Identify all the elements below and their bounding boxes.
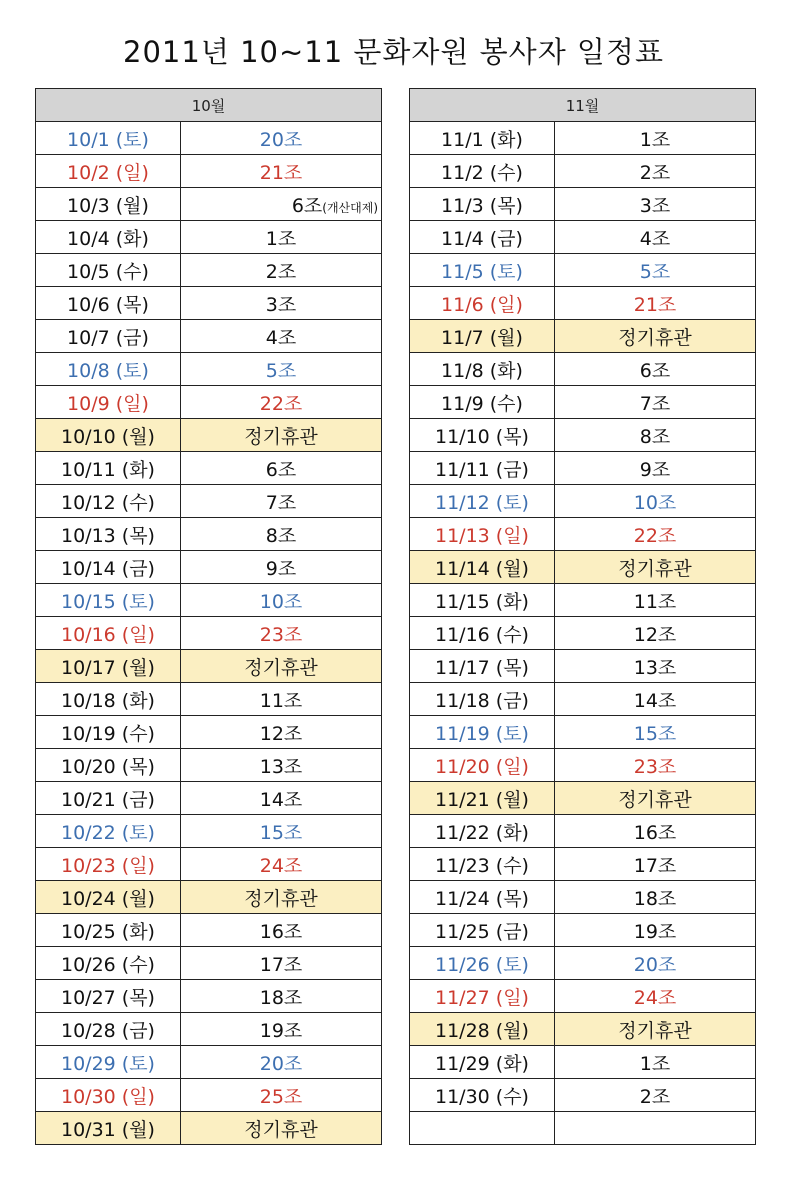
table-row (36, 551, 382, 584)
table-row (410, 881, 756, 914)
team-label: 4조 (265, 326, 297, 349)
team-cell (181, 947, 382, 980)
team-label: 13조 (633, 656, 677, 679)
team-cell (181, 815, 382, 848)
team-label: 2조 (639, 1085, 671, 1108)
team-cell (555, 254, 756, 287)
team-cell (555, 485, 756, 518)
date-cell: 11/1 (화) (410, 122, 555, 155)
team-cell (181, 254, 382, 287)
date-cell: 11/11 (금) (410, 452, 555, 485)
date-cell: 10/23 (일) (36, 848, 181, 881)
date-cell: 11/15 (화) (410, 584, 555, 617)
date-cell: 11/13 (일) (410, 518, 555, 551)
team-cell (555, 782, 756, 815)
team-cell (181, 650, 382, 683)
date-cell: 11/20 (일) (410, 749, 555, 782)
table-row (36, 419, 382, 452)
table-row (36, 1013, 382, 1046)
team-label: 1조 (639, 128, 671, 151)
team-cell (555, 386, 756, 419)
team-cell (181, 485, 382, 518)
table-row (410, 980, 756, 1013)
date-cell: 11/24 (목) (410, 881, 555, 914)
table-row (36, 485, 382, 518)
team-label: 16조 (259, 920, 303, 943)
date-cell: 11/4 (금) (410, 221, 555, 254)
date-cell: 11/26 (토) (410, 947, 555, 980)
date-cell: 10/20 (목) (36, 749, 181, 782)
team-cell (181, 1013, 382, 1046)
november-schedule-table (409, 88, 756, 1145)
date-cell: 10/1 (토) (36, 122, 181, 155)
date-cell: 11/2 (수) (410, 155, 555, 188)
team-label: 18조 (259, 986, 303, 1009)
table-row (410, 1013, 756, 1046)
team-label: 18조 (633, 887, 677, 910)
team-cell (555, 353, 756, 386)
date-cell: 11/9 (수) (410, 386, 555, 419)
team-label: 정기휴관 (244, 656, 318, 679)
team-label: 15조 (633, 722, 677, 745)
table-row (410, 452, 756, 485)
team-cell (181, 551, 382, 584)
october-schedule-table (35, 88, 382, 1145)
team-label: 5조 (639, 260, 671, 283)
table-row (36, 518, 382, 551)
team-label: 14조 (259, 788, 303, 811)
table-row (410, 650, 756, 683)
date-cell: 10/27 (목) (36, 980, 181, 1013)
team-cell (181, 386, 382, 419)
team-label: 1조 (265, 227, 297, 250)
team-label: 10조 (633, 491, 677, 514)
team-label: 6조 (291, 194, 323, 217)
table-row (410, 584, 756, 617)
october-rows (36, 122, 382, 1145)
table-row (410, 617, 756, 650)
team-label: 정기휴관 (618, 1019, 692, 1042)
team-label: 2조 (265, 260, 297, 283)
team-label: 22조 (633, 524, 677, 547)
table-row (410, 188, 756, 221)
table-row (410, 485, 756, 518)
date-cell: 11/17 (목) (410, 650, 555, 683)
date-cell: 10/31 (월) (36, 1112, 181, 1145)
team-label: 15조 (259, 821, 303, 844)
team-label: 23조 (633, 755, 677, 778)
team-cell (555, 1046, 756, 1079)
table-row (36, 584, 382, 617)
team-label: 7조 (639, 392, 671, 415)
team-label: 12조 (259, 722, 303, 745)
table-row (410, 914, 756, 947)
date-cell: 11/22 (화) (410, 815, 555, 848)
team-cell (555, 551, 756, 584)
table-row (410, 419, 756, 452)
date-cell: 10/2 (일) (36, 155, 181, 188)
team-cell (555, 947, 756, 980)
team-cell (555, 320, 756, 353)
event-note: (개산대제) (322, 200, 379, 215)
date-cell: 11/12 (토) (410, 485, 555, 518)
october-header: 10월 (36, 89, 382, 122)
team-label: 8조 (639, 425, 671, 448)
table-row (410, 254, 756, 287)
table-row (410, 1079, 756, 1112)
team-cell (181, 749, 382, 782)
team-label: 3조 (639, 194, 671, 217)
team-label: 정기휴관 (618, 326, 692, 349)
table-row (410, 749, 756, 782)
date-cell: 10/9 (일) (36, 386, 181, 419)
team-cell (555, 914, 756, 947)
table-row (36, 155, 382, 188)
date-cell: 11/27 (일) (410, 980, 555, 1013)
date-cell: 11/25 (금) (410, 914, 555, 947)
team-cell (181, 1046, 382, 1079)
date-cell: 10/12 (수) (36, 485, 181, 518)
date-cell: 11/23 (수) (410, 848, 555, 881)
team-cell (555, 683, 756, 716)
team-label: 5조 (265, 359, 297, 382)
table-row (410, 386, 756, 419)
date-cell: 11/30 (수) (410, 1079, 555, 1112)
team-cell (555, 617, 756, 650)
table-row (36, 683, 382, 716)
date-cell: 10/5 (수) (36, 254, 181, 287)
date-cell: 10/10 (월) (36, 419, 181, 452)
team-label: 14조 (633, 689, 677, 712)
date-cell: 11/18 (금) (410, 683, 555, 716)
team-cell (555, 518, 756, 551)
team-cell (555, 881, 756, 914)
team-label: 23조 (259, 623, 303, 646)
team-cell (555, 1112, 756, 1145)
table-row (36, 881, 382, 914)
team-label: 1조 (639, 1052, 671, 1075)
table-row (410, 122, 756, 155)
table-row (410, 287, 756, 320)
team-cell (555, 188, 756, 221)
team-cell (555, 848, 756, 881)
team-label: 7조 (265, 491, 297, 514)
table-row (410, 320, 756, 353)
table-row (410, 551, 756, 584)
november-header: 11월 (410, 89, 756, 122)
team-cell (555, 1079, 756, 1112)
date-cell: 10/30 (일) (36, 1079, 181, 1112)
date-cell: 10/21 (금) (36, 782, 181, 815)
team-label: 20조 (259, 128, 303, 151)
team-label: 16조 (633, 821, 677, 844)
table-row (36, 848, 382, 881)
table-row (36, 287, 382, 320)
team-cell (555, 122, 756, 155)
table-row (36, 1046, 382, 1079)
table-row (36, 221, 382, 254)
team-label: 25조 (259, 1085, 303, 1108)
date-cell: 11/16 (수) (410, 617, 555, 650)
table-row (36, 980, 382, 1013)
page-title: 2011년 10~11 문화자원 봉사자 일정표 (123, 35, 664, 69)
team-cell (555, 716, 756, 749)
date-cell: 10/17 (월) (36, 650, 181, 683)
team-label: 9조 (639, 458, 671, 481)
team-cell (181, 287, 382, 320)
date-cell: 11/14 (월) (410, 551, 555, 584)
team-label: 13조 (259, 755, 303, 778)
table-row (410, 1112, 756, 1145)
date-cell: 10/18 (화) (36, 683, 181, 716)
table-row (410, 782, 756, 815)
date-cell: 10/14 (금) (36, 551, 181, 584)
team-cell (181, 1112, 382, 1145)
date-cell: 11/28 (월) (410, 1013, 555, 1046)
team-cell (181, 452, 382, 485)
table-row (36, 353, 382, 386)
date-cell: 10/25 (화) (36, 914, 181, 947)
date-cell (410, 1112, 555, 1145)
team-label: 11조 (633, 590, 677, 613)
team-cell (181, 617, 382, 650)
date-cell: 10/8 (토) (36, 353, 181, 386)
date-cell: 11/5 (토) (410, 254, 555, 287)
team-cell (181, 914, 382, 947)
team-cell (181, 518, 382, 551)
table-row (410, 815, 756, 848)
date-cell: 10/11 (화) (36, 452, 181, 485)
table-row (36, 1112, 382, 1145)
team-cell (555, 1013, 756, 1046)
team-label: 21조 (633, 293, 677, 316)
team-cell (181, 188, 382, 221)
team-label: 17조 (259, 953, 303, 976)
date-cell: 11/6 (일) (410, 287, 555, 320)
table-row (36, 650, 382, 683)
team-label: 8조 (265, 524, 297, 547)
date-cell: 10/7 (금) (36, 320, 181, 353)
date-cell: 11/8 (화) (410, 353, 555, 386)
team-label: 10조 (259, 590, 303, 613)
date-cell: 10/13 (목) (36, 518, 181, 551)
team-cell (181, 584, 382, 617)
table-row (36, 716, 382, 749)
team-label: 12조 (633, 623, 677, 646)
table-row (36, 749, 382, 782)
team-cell (555, 287, 756, 320)
team-label: 11조 (259, 689, 303, 712)
table-row (36, 815, 382, 848)
team-cell (181, 1079, 382, 1112)
team-cell (181, 848, 382, 881)
team-label: 6조 (265, 458, 297, 481)
team-cell (555, 749, 756, 782)
table-row (410, 716, 756, 749)
team-label: 정기휴관 (244, 887, 318, 910)
team-label: 9조 (265, 557, 297, 580)
table-row (36, 188, 382, 221)
date-cell: 11/7 (월) (410, 320, 555, 353)
date-cell: 10/28 (금) (36, 1013, 181, 1046)
table-row (410, 683, 756, 716)
team-cell (181, 419, 382, 452)
team-cell (555, 221, 756, 254)
date-cell: 10/16 (일) (36, 617, 181, 650)
table-row (36, 122, 382, 155)
team-label: 정기휴관 (618, 788, 692, 811)
team-cell (181, 155, 382, 188)
team-cell (181, 782, 382, 815)
team-cell (555, 452, 756, 485)
team-label: 21조 (259, 161, 303, 184)
team-cell (181, 881, 382, 914)
table-row (36, 617, 382, 650)
team-label: 20조 (259, 1052, 303, 1075)
team-label: 정기휴관 (618, 557, 692, 580)
team-label: 17조 (633, 854, 677, 877)
team-label: 19조 (259, 1019, 303, 1042)
team-cell (555, 419, 756, 452)
table-row (36, 254, 382, 287)
table-row (410, 353, 756, 386)
table-row (36, 914, 382, 947)
team-cell (181, 980, 382, 1013)
october-header-row (36, 89, 382, 122)
table-row (410, 155, 756, 188)
date-cell: 10/6 (목) (36, 287, 181, 320)
table-row (36, 320, 382, 353)
team-cell (555, 980, 756, 1013)
table-row (36, 1079, 382, 1112)
date-cell: 11/3 (목) (410, 188, 555, 221)
team-cell (181, 716, 382, 749)
team-cell (181, 353, 382, 386)
table-row (410, 1046, 756, 1079)
team-cell (555, 815, 756, 848)
team-cell (181, 683, 382, 716)
table-row (410, 947, 756, 980)
date-cell: 10/15 (토) (36, 584, 181, 617)
team-cell (555, 650, 756, 683)
table-row (36, 782, 382, 815)
team-cell (555, 155, 756, 188)
date-cell: 11/10 (목) (410, 419, 555, 452)
team-cell (181, 122, 382, 155)
table-row (36, 947, 382, 980)
date-cell: 10/24 (월) (36, 881, 181, 914)
team-label: 20조 (633, 953, 677, 976)
team-cell (181, 320, 382, 353)
team-label: 정기휴관 (244, 1118, 318, 1141)
table-row (36, 452, 382, 485)
date-cell: 11/21 (월) (410, 782, 555, 815)
date-cell: 10/4 (화) (36, 221, 181, 254)
table-row (410, 518, 756, 551)
november-header-row (410, 89, 756, 122)
date-cell: 11/29 (화) (410, 1046, 555, 1079)
date-cell: 10/3 (월) (36, 188, 181, 221)
date-cell: 10/19 (수) (36, 716, 181, 749)
team-cell (181, 221, 382, 254)
date-cell: 10/29 (토) (36, 1046, 181, 1079)
table-row (410, 848, 756, 881)
table-row (36, 386, 382, 419)
date-cell: 10/26 (수) (36, 947, 181, 980)
team-label: 24조 (633, 986, 677, 1009)
team-label: 2조 (639, 161, 671, 184)
team-label: 3조 (265, 293, 297, 316)
team-cell (555, 584, 756, 617)
date-cell: 11/19 (토) (410, 716, 555, 749)
team-label: 6조 (639, 359, 671, 382)
team-label: 4조 (639, 227, 671, 250)
november-rows (410, 122, 756, 1145)
date-cell: 10/22 (토) (36, 815, 181, 848)
team-label: 24조 (259, 854, 303, 877)
table-row (410, 221, 756, 254)
team-label: 22조 (259, 392, 303, 415)
team-label: 19조 (633, 920, 677, 943)
team-label: 정기휴관 (244, 425, 318, 448)
